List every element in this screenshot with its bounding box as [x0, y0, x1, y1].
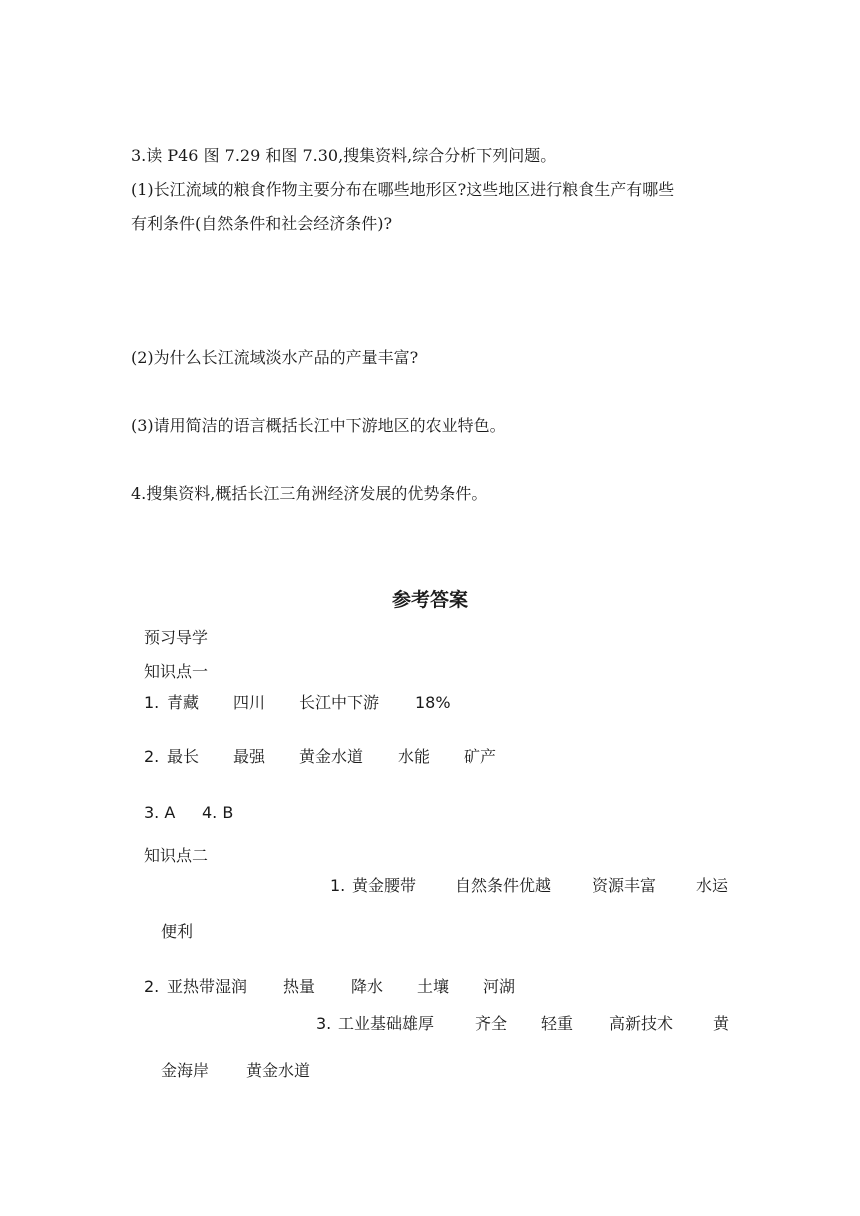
answer-item: 热量 — [283, 977, 316, 996]
question-4: 4.搜集资料,概括长江三角洲经济发展的优势条件。 — [131, 484, 488, 503]
answer-row-b3-continued — [161, 1061, 310, 1081]
answer-item: 土壤 — [417, 977, 450, 996]
answer-item: 河湖 — [483, 977, 516, 996]
answer-item: 四川 — [233, 693, 266, 712]
question-3-1-line1: (1)长江流域的粮食作物主要分布在哪些地形区?这些地区进行粮食生产有哪些 — [131, 180, 675, 199]
answer-number: 1. — [144, 693, 160, 712]
answer-item: 工业基础雄厚 — [338, 1014, 435, 1033]
answer-item: 高新技术 — [609, 1014, 674, 1033]
answer-item: 亚热带湿润 — [167, 977, 248, 996]
answer-row-b3 — [316, 1014, 729, 1034]
answer-item: 黄金腰带 — [352, 876, 417, 895]
answer-item: 水能 — [398, 747, 431, 766]
answers-title: 参考答案 — [391, 589, 468, 611]
answer-item: 黄 — [713, 1014, 730, 1033]
answer-number: 1. — [330, 876, 346, 895]
answer-item: 最强 — [233, 747, 266, 766]
answer-item: 3. A — [144, 803, 176, 822]
answer-item: 轻重 — [541, 1014, 574, 1033]
answer-number: 3. — [316, 1014, 332, 1033]
answer-item: 长江中下游 — [299, 693, 380, 712]
answer-item: 矿产 — [464, 747, 497, 766]
question-3: 3.读 P46 图 7.29 和图 7.30,搜集资料,综合分析下列问题。 — [131, 146, 557, 165]
answer-item: 黄金水道 — [299, 747, 364, 766]
answer-row-1 — [144, 693, 451, 713]
answer-number: 2. — [144, 747, 160, 766]
answer-row-b1 — [330, 876, 728, 896]
answer-row-2 — [144, 747, 496, 767]
knowledge-point-1: 知识点一 — [144, 662, 209, 681]
answer-item: 水运 — [696, 876, 729, 895]
answer-row-3 — [144, 803, 233, 823]
answer-item: 资源丰富 — [592, 876, 657, 895]
answer-number: 2. — [144, 977, 160, 996]
question-3-3: (3)请用简洁的语言概括长江中下游地区的农业特色。 — [131, 416, 506, 435]
answer-item: 金海岸 — [161, 1061, 210, 1080]
section-preview: 预习导学 — [144, 628, 209, 647]
answer-b1-continued: 便利 — [161, 922, 194, 941]
question-3-2: (2)为什么长江流域淡水产品的产量丰富? — [131, 348, 419, 367]
answer-item: 最长 — [167, 747, 200, 766]
question-3-1-line2: 有利条件(自然条件和社会经济条件)? — [131, 214, 393, 233]
answer-item: 4. B — [202, 803, 234, 822]
answer-item: 自然条件优越 — [455, 876, 552, 895]
answer-item: 黄金水道 — [246, 1061, 311, 1080]
answer-item: 齐全 — [475, 1014, 508, 1033]
knowledge-point-2: 知识点二 — [144, 846, 209, 865]
answer-item: 降水 — [351, 977, 384, 996]
answer-item: 青藏 — [167, 693, 200, 712]
answer-item: 18% — [415, 693, 451, 712]
answer-row-b2 — [144, 977, 515, 997]
